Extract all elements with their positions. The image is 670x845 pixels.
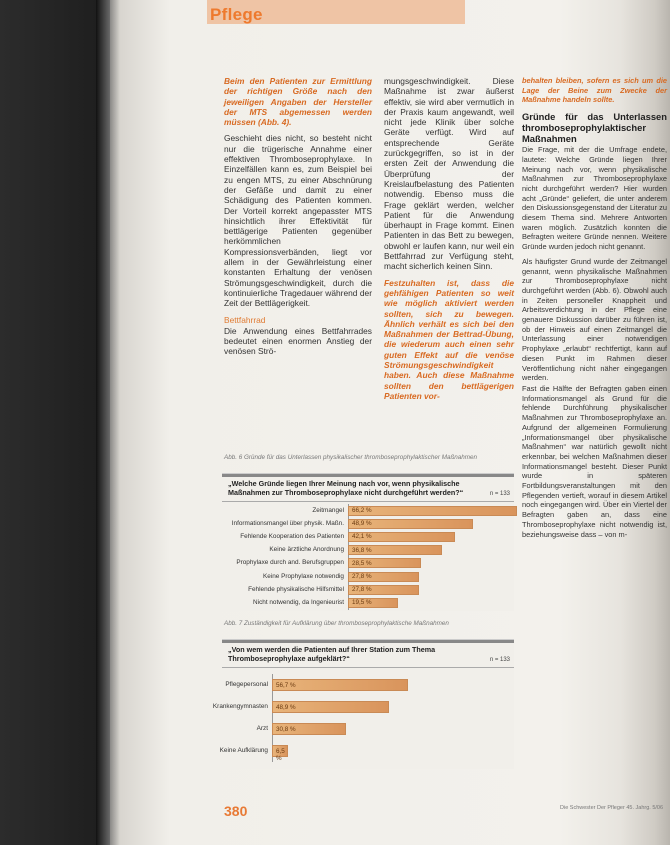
bar-category-label: Krankengymnasten bbox=[212, 703, 268, 710]
bar-value-label: 48,9 % bbox=[276, 703, 296, 711]
bar-row bbox=[222, 583, 514, 596]
bar-row bbox=[222, 557, 514, 570]
bar-row bbox=[222, 530, 514, 543]
bar-value-label: 66,2 % bbox=[352, 507, 372, 515]
chart1-sample-size: n = 133 bbox=[489, 490, 510, 497]
bar-category-label: Zeitmangel bbox=[312, 506, 344, 514]
bar bbox=[348, 558, 421, 568]
chart1-question bbox=[222, 474, 514, 502]
bar bbox=[348, 598, 398, 608]
column3-heading: Gründe für das Unterlassen thromboseprophylaktischer Maßnahmen bbox=[522, 111, 667, 145]
bar-row bbox=[219, 740, 514, 762]
chart1-question-text: „Welche Gründe liegen Ihrer Meinung nach vor, wenn physikalische Maßnahmen zur Thromboseprophylaxe nicht durchgeführt werden?“ bbox=[228, 479, 464, 497]
text-column-1 bbox=[224, 76, 372, 358]
bar bbox=[272, 723, 346, 735]
bar bbox=[272, 679, 408, 691]
book-spine-shadow bbox=[96, 0, 110, 845]
chart2-sample-size: n = 133 bbox=[489, 656, 510, 663]
column2-highlight: Festzuhalten ist, dass die gehfähigen Patienten so weit wie möglich aktiviert werden sollten, sich zu bewegen. Ähnlich verhält es sich bei den Maßnahmen der Bettrad-Übung, die wiederum auch einen sehr guten Effekt auf die venöse Strömungsgeschwindigkeit haben. Auch diese Maßnahme sollten den bettlägerigen Patienten vor- bbox=[384, 277, 514, 401]
text-column-3 bbox=[522, 76, 667, 540]
bar-category-label: Fehlende Kooperation des Patienten bbox=[240, 532, 344, 540]
bar-row bbox=[222, 504, 514, 517]
column3-body-2: Als häufigster Grund wurde der Zeitmangel genannt, wenn physikalische Maßnahmen zur Thromboseprophylaxe nicht durchgeführt werden (Abb. 6). Obwohl auch in Zeiten personeller Knappheit und Arbeitsverdichtung in der Pflege eine genauere Diskussion darüber zu führen ist, ob der Hinweis auf einen Zeitmangel die Unterlassung einer notwendigen Prophylaxe „erlaubt“ rechtfertigt, kann auf diesen Punkt im Rahmen dieser Veröffentlichung nicht näher eingegangen werden. bbox=[522, 256, 667, 383]
bar-value-label: 56,7 % bbox=[276, 681, 296, 689]
figure-7-caption: Abb. 7 Zuständigkeit für Aufklärung über thromboseprophylaktische Maßnahmen bbox=[224, 620, 449, 627]
column3-lead: behalten bleiben, sofern es sich um die Lage der Beine zum Zwecke der Maßnahme handeln sollte. bbox=[522, 76, 667, 105]
bar-value-label: 27,8 % bbox=[352, 586, 372, 594]
chart2-question-text: „Von wem werden die Patienten auf Ihrer Station zum Thema Thromboseprophylaxe aufgeklärt?“ bbox=[228, 645, 436, 663]
column3-body: Die Frage, mit der die Umfrage endete, lautete: Welche Gründe liegen Ihrer Meinung nach vor, wenn physikalische Maßnahmen zur Thromboseprophylaxe nicht durchgeführt werden? Hier wurden acht „Gründe“ geliefert, die unter anderem den Diskussionsgegenstand der Literatur zu diesem Thema sind. Mehrere Antworten waren möglich. Zusätzlich konnten die Befragten weitere Gründe nennen. Weitere Gründe wurden jedoch nicht genannt. bbox=[522, 145, 667, 252]
bar-category-label: Keine Prophylaxe notwendig bbox=[262, 572, 344, 580]
bar-row bbox=[222, 674, 514, 696]
subheading-bettfahrrad: Bettfahrrad bbox=[224, 314, 266, 325]
bar-category-label: Keine ärztliche Anordnung bbox=[269, 546, 344, 554]
bar-value-label: 28,5 % bbox=[352, 559, 372, 567]
bar bbox=[272, 745, 288, 762]
journal-footer: Die Schwester Der Pfleger 45. Jahrg. 5/06 bbox=[560, 805, 664, 811]
bar-row bbox=[212, 696, 514, 718]
page-number: 380 bbox=[224, 803, 248, 819]
bar-value-label: 30,8 % bbox=[276, 725, 296, 733]
bar bbox=[348, 506, 517, 516]
bar-category-label: Keine Aufklärung bbox=[219, 747, 268, 754]
bar bbox=[348, 545, 442, 555]
bar bbox=[348, 572, 419, 582]
bar-value-label: 36,8 % bbox=[352, 546, 372, 554]
text-column-2 bbox=[384, 76, 514, 402]
bar bbox=[348, 532, 455, 542]
bar-value-label: 48,9 % bbox=[352, 520, 372, 528]
column1-body: Geschieht dies nicht, so besteht nicht nur die trügerische Annahme einer effektiven Thromboseprophylaxe. In Einzelfällen kann es, zum Beispiel bei zu engen MTS, zu einer Abschnürung der Gefäße und damit zu einer Schädigung des Patienten kommen. Der Vorteil korrekt angepasster MTS hinsichtlich ihrer Effektivität für bettlägerige Patienten gegenüber herkömmlichen Kompressionsverbänden, liegt vor allem in der Gewährleistung einer konstanten Erhaltung der venösen Strömungsgeschwindigkeit, durch die kontinuierliche Tragedauer während der Zeit der Bettlägerigkeit. bbox=[224, 133, 372, 309]
bar-row bbox=[222, 718, 514, 740]
column1-lead: Beim den Patienten zur Ermittlung der richtigen Größe nach den jeweiligen Angaben der Hersteller der MTS abgemessen werden müssen (Abb. 4). bbox=[224, 76, 372, 128]
bar bbox=[272, 701, 389, 713]
column1-body-2: Die Anwendung eines Bettfahrrades bedeutet einen enormen Anstieg der venösen Strö- bbox=[224, 325, 372, 357]
bar-row bbox=[222, 570, 514, 583]
bar-value-label: 19,5 % bbox=[352, 599, 372, 607]
bar bbox=[348, 519, 473, 529]
bar-category-label: Arzt bbox=[256, 725, 268, 732]
bar bbox=[348, 585, 419, 595]
figure-6-chart bbox=[222, 473, 514, 611]
bar-category-label: Prophylaxe durch and. Berufsgruppen bbox=[236, 559, 344, 567]
figure-6-caption: Abb. 6 Gründe für das Unterlassen physikalischer thromboseprophylaktischer Maßnahmen bbox=[224, 454, 478, 461]
bar-value-label: 42,1 % bbox=[352, 533, 372, 541]
figure-7-chart bbox=[212, 639, 514, 769]
bar-value-label: 27,8 % bbox=[352, 573, 372, 581]
bar-row bbox=[222, 517, 514, 530]
bar-category-label: Informationsmangel über physik. Maßn. bbox=[231, 519, 344, 527]
section-title: Pflege bbox=[210, 5, 263, 24]
bar-category-label: Fehlende physikalische Hilfsmittel bbox=[248, 585, 344, 593]
column2-body: mungsgeschwindigkeit. Diese Maßnahme ist zwar äußerst effektiv, sie wird aber vermutlich in der Praxis kaum angewandt, weil nicht jede Klinik über solche Geräte verfügt. Wird auf entsprechende Geräte zurückgegriffen, so ist in der ersten Zeit der Anwendung die Überprüfung der Kreislaufbelastung des Patienten notwendig. Ebenso muss die Frage geklärt werden, welcher Patient für die Anwendung überhaupt in Frage kommt. Einen Patienten in das Bett zu bewegen, obwohl er laufen kann, nur weil ein Bettfahrrad zur Verfügung steht, macht sicherlich keinen Sinn. bbox=[384, 76, 514, 272]
bar-category-label: Pflegepersonal bbox=[225, 681, 268, 688]
bar-row bbox=[222, 544, 514, 557]
column3-body-3: Fast die Hälfte der Befragten gaben einen Informationsmangel als Grund für die fehlende Durchführung physikalischer Maßnahmen zur Thromboseprophylaxe an. Aufgrund der allgemeinen Formulierung „Informationsmangel über physikalische Maßnahmen“ war natürlich gewollt nicht erkennbar, bei welchen Maßnahmen dieser Informationsmangel besteht. Dieser Punkt wurde in späteren Fortbildungsveranstaltungen mit den Pflegenden vertieft, worauf in diesem Artikel noch eingegangen wird. Über ein Viertel der Befragten gaben an, dass eine Thromboseprophylaxe nicht notwendig ist, beziehungsweise dass – von m- bbox=[522, 383, 667, 539]
bar-category-label: Nicht notwendig, da Ingenieurist bbox=[253, 598, 344, 606]
bar-value-label: 6,5 % bbox=[276, 747, 285, 762]
bar-row bbox=[222, 596, 514, 609]
chart2-question bbox=[222, 640, 514, 668]
